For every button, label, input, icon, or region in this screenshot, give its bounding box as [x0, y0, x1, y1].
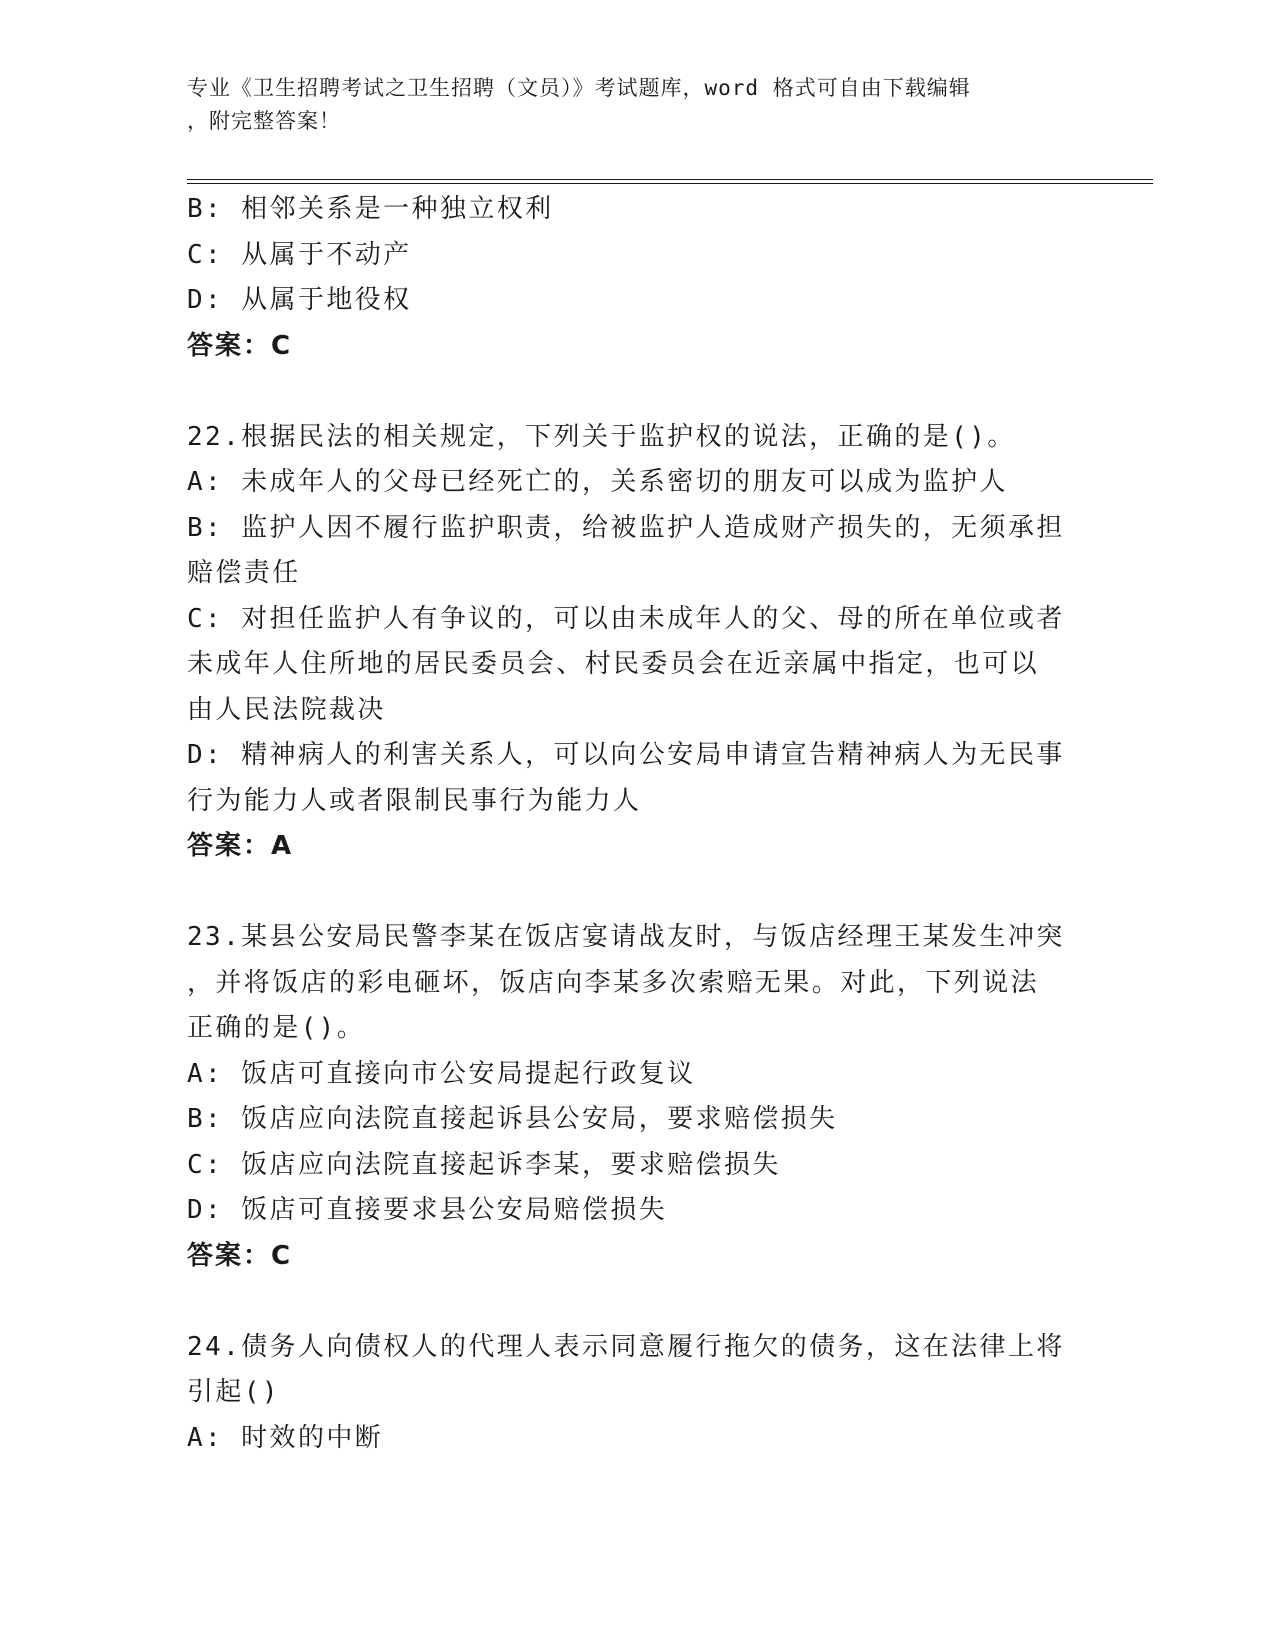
spacer: [187, 870, 1087, 916]
option-c-continued: 由人民法院裁决: [187, 694, 386, 725]
question-stem-continued: 引起(): [187, 1377, 280, 1407]
option-a: A: 时效的中断: [187, 1422, 384, 1453]
question-block-23: [187, 915, 1087, 1279]
question-block-22: [187, 415, 1087, 870]
question-block-21: [187, 187, 1087, 369]
question-stem-continued: 正确的是()。: [187, 1013, 366, 1043]
spacer: [187, 369, 1087, 415]
option-b-continued: 赔偿责任: [187, 558, 301, 588]
spacer: [187, 1279, 1087, 1325]
option-d-continued: 行为能力人或者限制民事行为能力人: [187, 785, 642, 816]
question-stem: 23.某县公安局民警李某在饭店宴请战友时，与饭店经理王某发生冲突: [187, 922, 1065, 952]
header-divider-bottom: [187, 183, 1153, 184]
option-c: C: 从属于不动产: [187, 239, 412, 270]
document-header: [187, 72, 1067, 138]
option-b: B: 监护人因不履行监护职责，给被监护人造成财产损失的，无须承担: [187, 512, 1065, 543]
question-stem: 24.债务人向债权人的代理人表示同意履行拖欠的债务，这在法律上将: [187, 1331, 1065, 1362]
header-line-2: ，附完整答案！: [187, 109, 341, 133]
header-line-1: 专业《卫生招聘考试之卫生招聘（文员）》考试题库，word 格式可自由下载编辑: [187, 76, 971, 100]
option-b: B: 饭店应向法院直接起诉县公安局，要求赔偿损失: [187, 1104, 838, 1134]
option-b: B: 相邻关系是一种独立权利: [187, 194, 554, 224]
option-c-continued: 未成年人住所地的居民委员会、村民委员会在近亲属中指定，也可以: [187, 649, 1040, 679]
option-d: D: 从属于地役权: [187, 285, 412, 315]
question-stem-continued: ，并将饭店的彩电砸坏，饭店向李某多次索赔无果。对此，下列说法: [187, 967, 1040, 998]
option-a: A: 未成年人的父母已经死亡的，关系密切的朋友可以成为监护人: [187, 467, 1008, 497]
option-a: A: 饭店可直接向市公安局提起行政复议: [187, 1058, 696, 1089]
option-d: D: 精神病人的利害关系人，可以向公安局申请宣告精神病人为无民事: [187, 740, 1065, 770]
question-block-24: [187, 1325, 1087, 1462]
header-divider-top: [187, 179, 1153, 180]
question-stem: 22.根据民法的相关规定，下列关于监护权的说法，正确的是()。: [187, 421, 1016, 452]
question-content: [187, 187, 1087, 1461]
option-c: C: 对担任监护人有争议的，可以由未成年人的父、母的所在单位或者: [187, 603, 1065, 634]
option-c: C: 饭店应向法院直接起诉李某，要求赔偿损失: [187, 1149, 781, 1180]
option-d: D: 饭店可直接要求县公安局赔偿损失: [187, 1195, 668, 1225]
answer-label: 答案：A: [187, 831, 294, 861]
answer-label: 答案：C: [187, 1240, 293, 1271]
answer-label: 答案：C: [187, 330, 293, 361]
